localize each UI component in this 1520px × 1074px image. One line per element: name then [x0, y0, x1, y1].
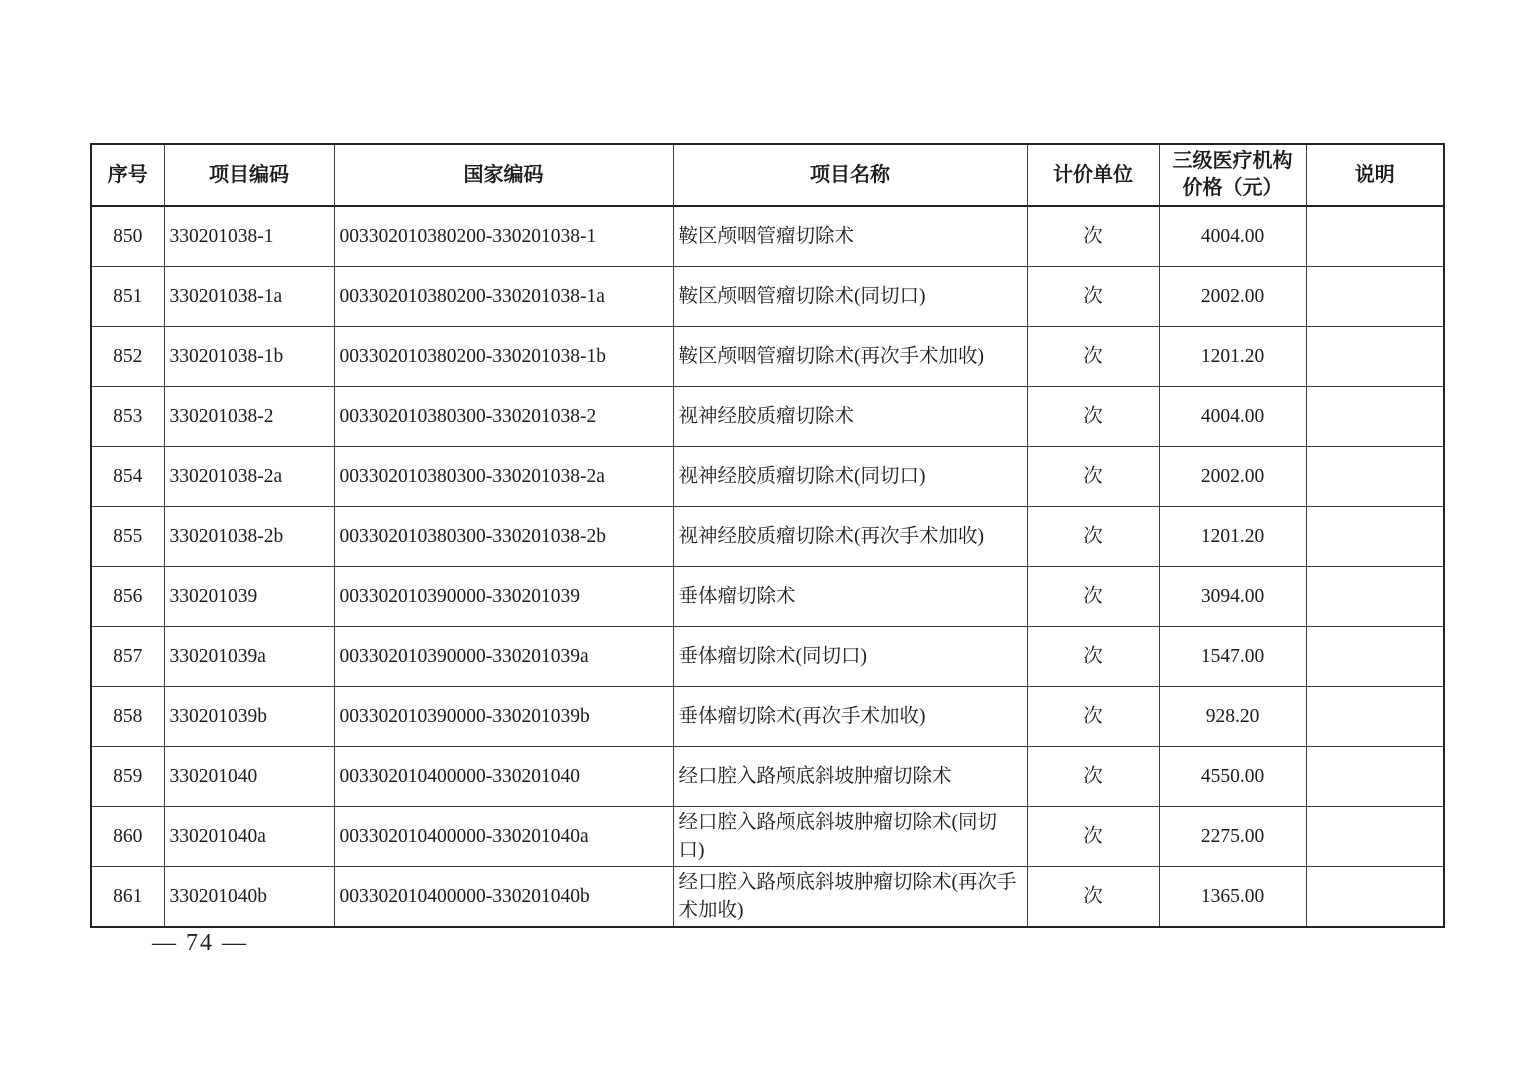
cell-seq: 853 — [91, 387, 164, 447]
table-row — [91, 267, 1444, 327]
cell-seq: 851 — [91, 267, 164, 327]
cell-national-code: 003302010380200-330201038-1b — [334, 327, 673, 387]
header-price-line1: 三级医疗机构 — [1172, 150, 1293, 172]
cell-item-code: 330201039 — [164, 567, 334, 627]
cell-national-code: 003302010400000-330201040a — [334, 807, 673, 867]
cell-item-code: 330201038-2 — [164, 387, 334, 447]
cell-notes — [1306, 507, 1444, 567]
cell-seq: 857 — [91, 627, 164, 687]
cell-notes — [1306, 627, 1444, 687]
table-row — [91, 747, 1444, 807]
cell-national-code: 003302010390000-330201039a — [334, 627, 673, 687]
cell-item-code: 330201038-1 — [164, 206, 334, 267]
table-row — [91, 867, 1444, 928]
cell-price: 2275.00 — [1159, 807, 1306, 867]
header-item-code: 项目编码 — [164, 144, 334, 206]
cell-notes — [1306, 267, 1444, 327]
cell-item-name: 视神经胶质瘤切除术(同切口) — [673, 447, 1027, 507]
cell-unit: 次 — [1027, 867, 1159, 928]
cell-item-code: 330201038-2b — [164, 507, 334, 567]
cell-notes — [1306, 807, 1444, 867]
cell-item-name: 经口腔入路颅底斜坡肿瘤切除术(同切口) — [673, 807, 1027, 867]
cell-notes — [1306, 687, 1444, 747]
cell-national-code: 003302010380200-330201038-1 — [334, 206, 673, 267]
table-row — [91, 567, 1444, 627]
cell-unit: 次 — [1027, 807, 1159, 867]
price-table — [90, 143, 1445, 928]
cell-item-name: 鞍区颅咽管瘤切除术 — [673, 206, 1027, 267]
cell-unit: 次 — [1027, 687, 1159, 747]
cell-item-name: 垂体瘤切除术(再次手术加收) — [673, 687, 1027, 747]
cell-price: 928.20 — [1159, 687, 1306, 747]
cell-price: 4004.00 — [1159, 387, 1306, 447]
cell-unit: 次 — [1027, 206, 1159, 267]
cell-price: 2002.00 — [1159, 447, 1306, 507]
cell-item-code: 330201038-1b — [164, 327, 334, 387]
cell-item-name: 垂体瘤切除术 — [673, 567, 1027, 627]
cell-item-code: 330201038-2a — [164, 447, 334, 507]
cell-price: 4550.00 — [1159, 747, 1306, 807]
table-row — [91, 627, 1444, 687]
cell-notes — [1306, 567, 1444, 627]
cell-item-code: 330201039b — [164, 687, 334, 747]
cell-unit: 次 — [1027, 387, 1159, 447]
header-national-code: 国家编码 — [334, 144, 673, 206]
cell-national-code: 003302010380300-330201038-2 — [334, 387, 673, 447]
cell-notes — [1306, 327, 1444, 387]
cell-unit: 次 — [1027, 327, 1159, 387]
table-row — [91, 507, 1444, 567]
cell-national-code: 003302010390000-330201039 — [334, 567, 673, 627]
cell-price: 1201.20 — [1159, 507, 1306, 567]
cell-price: 4004.00 — [1159, 206, 1306, 267]
cell-notes — [1306, 206, 1444, 267]
page-number: — 74 — — [152, 930, 248, 956]
cell-unit: 次 — [1027, 447, 1159, 507]
cell-seq: 861 — [91, 867, 164, 928]
cell-national-code: 003302010380200-330201038-1a — [334, 267, 673, 327]
table-header — [91, 144, 1444, 206]
cell-item-name: 视神经胶质瘤切除术(再次手术加收) — [673, 507, 1027, 567]
cell-national-code: 003302010400000-330201040b — [334, 867, 673, 928]
cell-seq: 858 — [91, 687, 164, 747]
cell-seq: 859 — [91, 747, 164, 807]
cell-item-name: 经口腔入路颅底斜坡肿瘤切除术 — [673, 747, 1027, 807]
table-row — [91, 807, 1444, 867]
cell-item-code: 330201040a — [164, 807, 334, 867]
cell-item-code: 330201040 — [164, 747, 334, 807]
cell-seq: 855 — [91, 507, 164, 567]
cell-unit: 次 — [1027, 267, 1159, 327]
cell-unit: 次 — [1027, 507, 1159, 567]
cell-seq: 852 — [91, 327, 164, 387]
cell-seq: 860 — [91, 807, 164, 867]
cell-seq: 850 — [91, 206, 164, 267]
table-body — [91, 206, 1444, 927]
cell-national-code: 003302010380300-330201038-2a — [334, 447, 673, 507]
cell-price: 1365.00 — [1159, 867, 1306, 928]
header-notes: 说明 — [1306, 144, 1444, 206]
cell-unit: 次 — [1027, 567, 1159, 627]
header-item-name: 项目名称 — [673, 144, 1027, 206]
cell-seq: 854 — [91, 447, 164, 507]
cell-notes — [1306, 447, 1444, 507]
header-price-line2: 价格（元） — [1182, 177, 1283, 199]
table-row — [91, 447, 1444, 507]
cell-national-code: 003302010390000-330201039b — [334, 687, 673, 747]
cell-national-code: 003302010380300-330201038-2b — [334, 507, 673, 567]
cell-item-name: 垂体瘤切除术(同切口) — [673, 627, 1027, 687]
table-row — [91, 387, 1444, 447]
cell-item-name: 视神经胶质瘤切除术 — [673, 387, 1027, 447]
cell-price: 3094.00 — [1159, 567, 1306, 627]
cell-price: 1201.20 — [1159, 327, 1306, 387]
cell-national-code: 003302010400000-330201040 — [334, 747, 673, 807]
table-row — [91, 327, 1444, 387]
cell-notes — [1306, 867, 1444, 928]
header-price — [1159, 144, 1306, 206]
header-unit: 计价单位 — [1027, 144, 1159, 206]
table-row — [91, 687, 1444, 747]
header-seq: 序号 — [91, 144, 164, 206]
cell-item-name: 经口腔入路颅底斜坡肿瘤切除术(再次手术加收) — [673, 867, 1027, 928]
cell-price: 1547.00 — [1159, 627, 1306, 687]
cell-item-name: 鞍区颅咽管瘤切除术(再次手术加收) — [673, 327, 1027, 387]
cell-price: 2002.00 — [1159, 267, 1306, 327]
cell-seq: 856 — [91, 567, 164, 627]
cell-notes — [1306, 747, 1444, 807]
cell-unit: 次 — [1027, 627, 1159, 687]
cell-item-code: 330201038-1a — [164, 267, 334, 327]
cell-item-name: 鞍区颅咽管瘤切除术(同切口) — [673, 267, 1027, 327]
cell-item-code: 330201040b — [164, 867, 334, 928]
table-row — [91, 206, 1444, 267]
cell-item-code: 330201039a — [164, 627, 334, 687]
cell-notes — [1306, 387, 1444, 447]
header-row — [91, 144, 1444, 206]
cell-unit: 次 — [1027, 747, 1159, 807]
